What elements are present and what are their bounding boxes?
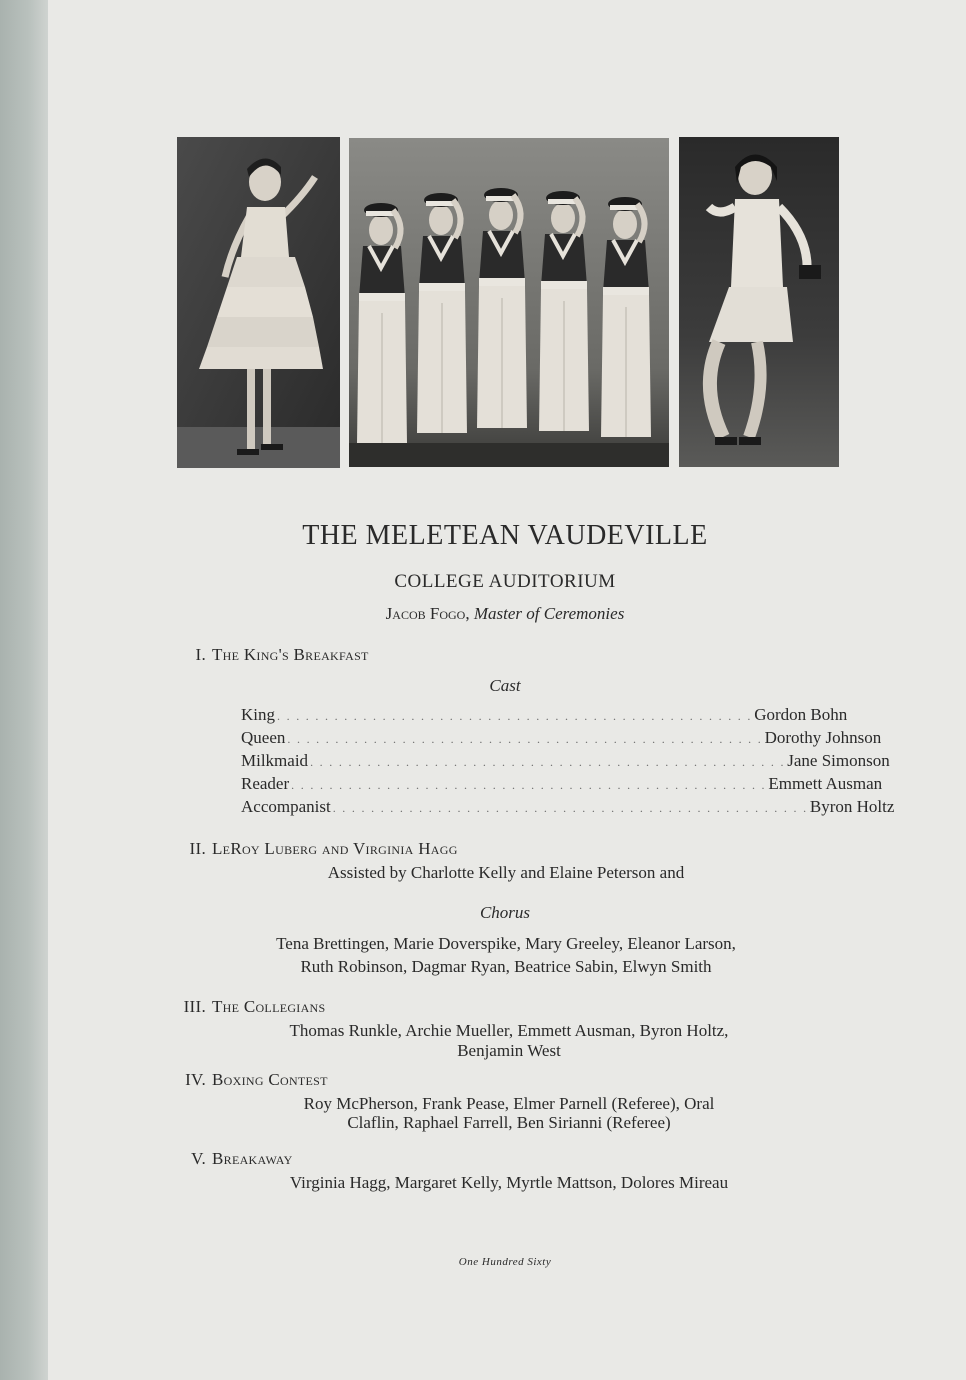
leader-dots: . . . . . . . . . . . . . . . . . . . . . . . . . . . . . . . . . . . . . . . . . . . . . . . . . . [277, 709, 753, 723]
cast-actor: Gordon Bohn [754, 705, 848, 724]
section-numeral: I. [195, 645, 206, 664]
cast-actor: Byron Holtz [809, 797, 895, 816]
photo-white-dress-dancer [679, 137, 839, 467]
chorus-names-line: Tena Brettingen, Marie Doverspike, Mary Greeley, Eleanor Larson, [276, 934, 736, 953]
section-heading [170, 1070, 328, 1090]
section-numeral: II. [189, 839, 206, 858]
cast-row [241, 774, 883, 796]
cast-actor: Emmett Ausman [768, 774, 883, 793]
cast-subheading: Cast [489, 676, 521, 695]
section-title: The Collegians [212, 997, 326, 1016]
mc-name: Jacob Fogo, [385, 604, 470, 623]
performer-names-line: Roy McPherson, Frank Pease, Elmer Parnell (Referee), Oral [303, 1094, 715, 1113]
photo-five-sailor-girls [349, 138, 669, 467]
performer-names-line: Thomas Runkle, Archie Mueller, Emmett Ausman, Byron Holtz, [289, 1021, 729, 1040]
cast-row [241, 728, 882, 750]
performer-names-line: Claflin, Raphael Farrell, Ben Sirianni (Referee) [347, 1113, 671, 1132]
leader-dots: . . . . . . . . . . . . . . . . . . . . . . . . . . . . . . . . . . . . . . . . . . . . . . . . . . [291, 778, 767, 792]
cast-actor: Jane Simonson [787, 751, 890, 770]
page-number-footer: One Hundred Sixty [458, 1256, 552, 1268]
cast-row [241, 705, 848, 727]
master-of-ceremonies [0, 604, 966, 624]
leader-dots: . . . . . . . . . . . . . . . . . . . . . . . . . . . . . . . . . . . . . . . . . . . . . . . . . . [310, 755, 786, 769]
section-numeral: V. [191, 1149, 206, 1168]
section-title: LeRoy Luberg and Virginia Hagg [212, 839, 458, 858]
section-title: The King's Breakfast [212, 645, 369, 664]
chorus-names-line: Ruth Robinson, Dagmar Ryan, Beatrice Sabin, Elwyn Smith [300, 957, 712, 976]
section-title: Boxing Contest [212, 1070, 328, 1089]
performer-names-line: Benjamin West [457, 1041, 561, 1060]
cast-role: Queen [241, 728, 286, 747]
cast-role: King [241, 705, 275, 724]
cast-role: Milkmaid [241, 751, 309, 770]
cast-role: Accompanist [241, 797, 331, 816]
mc-role: Master of Ceremonies [473, 604, 625, 623]
cast-role: Reader [241, 774, 290, 793]
section-title: Breakaway [212, 1149, 293, 1168]
venue: COLLEGE AUDITORIUM [394, 571, 616, 592]
cast-row [241, 751, 890, 773]
section-heading [170, 645, 369, 665]
page-title: THE MELETEAN VAUDEVILLE [302, 520, 708, 551]
cast-actor: Dorothy Johnson [764, 728, 882, 747]
cast-row [241, 797, 895, 819]
chorus-subheading: Chorus [479, 903, 531, 922]
assisted-line: Assisted by Charlotte Kelly and Elaine Peterson and [327, 863, 685, 882]
section-heading [170, 1149, 293, 1169]
leader-dots: . . . . . . . . . . . . . . . . . . . . . . . . . . . . . . . . . . . . . . . . . . . . . . . . . . [332, 801, 808, 815]
section-heading [170, 997, 326, 1017]
leader-dots: . . . . . . . . . . . . . . . . . . . . . . . . . . . . . . . . . . . . . . . . . . . . . . . . . . [287, 732, 763, 746]
section-numeral: IV. [185, 1070, 206, 1089]
section-numeral: III. [183, 997, 206, 1016]
section-heading [170, 839, 458, 859]
performer-names-line: Virginia Hagg, Margaret Kelly, Myrtle Mattson, Dolores Mireau [289, 1173, 729, 1192]
photo-ruffled-dress-dancer [177, 137, 340, 468]
